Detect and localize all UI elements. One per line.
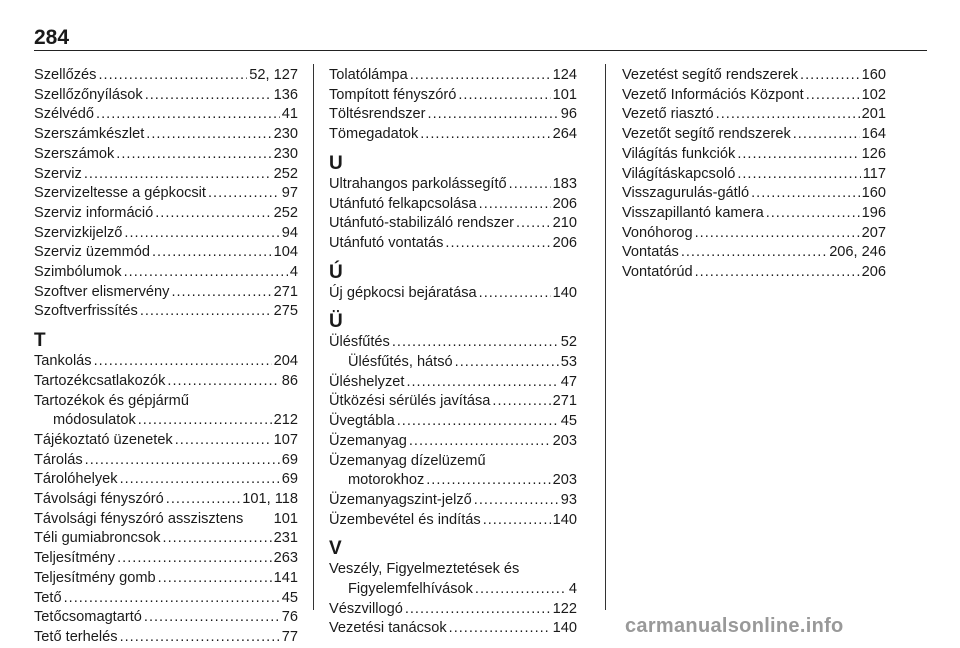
index-leader-dots bbox=[392, 333, 559, 353]
index-entry-pages: 47 bbox=[560, 373, 577, 390]
index-entry-pages: 52 bbox=[560, 334, 577, 351]
index-entry bbox=[34, 589, 298, 609]
index-entry-term-continuation: Figyelemfelhívások bbox=[348, 581, 473, 598]
index-entry-term: Távolsági fényszóró asszisztens bbox=[34, 510, 244, 527]
index-entry bbox=[34, 165, 298, 185]
index-entry-term: Vezetési tanácsok bbox=[329, 620, 447, 637]
index-entry-term: Üzemanyag bbox=[329, 432, 407, 449]
index-letter-heading: U bbox=[329, 152, 343, 174]
index-leader-dots bbox=[120, 628, 280, 648]
index-entry-pages: 122 bbox=[552, 600, 577, 617]
index-entry bbox=[34, 372, 298, 392]
index-entry bbox=[34, 204, 298, 224]
index-entry bbox=[329, 333, 577, 353]
index-entry bbox=[34, 184, 298, 204]
index-leader-dots bbox=[158, 569, 272, 589]
index-entry bbox=[329, 412, 577, 432]
index-leader-dots bbox=[167, 372, 279, 392]
index-leader-dots bbox=[449, 619, 551, 639]
index-entry bbox=[622, 66, 886, 86]
index-entry-pages: 201 bbox=[861, 106, 886, 123]
index-entry bbox=[34, 549, 298, 569]
page-number: 284 bbox=[34, 26, 70, 49]
index-entry bbox=[329, 214, 577, 234]
index-entry-term: Szerszámok bbox=[34, 145, 115, 162]
index-entry-term: Tolatólámpa bbox=[329, 67, 408, 83]
index-entry-term: Vezetést segítő rendszerek bbox=[622, 67, 799, 83]
index-entry-pages: 140 bbox=[552, 284, 577, 301]
index-entry bbox=[329, 580, 577, 600]
index-entry-term-continuation: módosulatok bbox=[53, 412, 136, 429]
index-entry-term: Veszély, Figyelmeztetések és bbox=[329, 561, 520, 578]
index-entry bbox=[329, 86, 577, 106]
index-leader-dots bbox=[208, 184, 280, 204]
index-leader-dots bbox=[716, 105, 860, 125]
index-entry-pages: 4 bbox=[289, 264, 298, 281]
index-leader-dots bbox=[681, 243, 827, 263]
index-entry-term: Üléshelyzet bbox=[329, 373, 405, 390]
index-entry-pages: 4 bbox=[568, 581, 577, 598]
index-leader-dots bbox=[800, 66, 860, 86]
index-leader-dots bbox=[428, 105, 559, 125]
index-entry bbox=[34, 243, 298, 263]
index-entry-pages: 264 bbox=[552, 126, 577, 143]
index-entry-pages: 45 bbox=[560, 413, 577, 430]
index-entry bbox=[329, 353, 577, 373]
index-entry-pages: 210 bbox=[552, 215, 577, 232]
index-entry-term: Tető bbox=[34, 589, 62, 606]
index-leader-dots bbox=[409, 432, 551, 452]
index-entry bbox=[329, 284, 577, 304]
index-entry-term: Szoftver elismervény bbox=[34, 283, 170, 300]
index-entry-term: Ülésfűtés, hátsó bbox=[348, 354, 453, 371]
index-leader-dots bbox=[124, 263, 288, 283]
index-leader-dots bbox=[475, 580, 567, 600]
index-entry-term: Üzemanyag dízelüzemű bbox=[329, 452, 486, 469]
index-entry bbox=[34, 105, 298, 125]
index-entry-term: Szervizeltesse a gépkocsit bbox=[34, 185, 206, 202]
index-entry bbox=[34, 263, 298, 283]
index-entry-term: Világítás funkciók bbox=[622, 145, 736, 162]
index-entry-pages: 93 bbox=[560, 491, 577, 508]
index-entry-pages: 96 bbox=[560, 106, 577, 123]
index-entry bbox=[34, 66, 298, 86]
index-column-3 bbox=[622, 66, 886, 283]
index-entry-pages: 117 bbox=[862, 165, 886, 182]
index-entry-term: Szoftverfrissítés bbox=[34, 303, 138, 320]
index-entry-term: Vezető riasztó bbox=[622, 106, 714, 123]
index-entry bbox=[34, 490, 298, 510]
index-entry-pages: 86 bbox=[281, 372, 298, 389]
index-entry-pages: 52, 127 bbox=[249, 67, 298, 83]
index-entry-term: Vontatás bbox=[622, 244, 679, 261]
index-entry bbox=[329, 195, 577, 215]
index-entry-term: Tartozékok és gépjármű bbox=[34, 392, 189, 409]
index-leader-dots bbox=[144, 608, 280, 628]
index-leader-dots bbox=[120, 470, 280, 490]
index-entry bbox=[34, 411, 298, 431]
index-entry-pages: 76 bbox=[281, 609, 298, 626]
index-entry-term: Üzemanyagszint-jelző bbox=[329, 491, 472, 508]
index-entry bbox=[34, 470, 298, 490]
index-entry-pages: 230 bbox=[273, 126, 298, 143]
index-leader-dots bbox=[695, 263, 860, 283]
index-entry-pages: 101 bbox=[552, 86, 577, 103]
index-leader-dots bbox=[410, 66, 551, 86]
index-entry bbox=[329, 175, 577, 195]
index-entry-term: Utánfutó-stabilizáló rendszer bbox=[329, 215, 514, 232]
index-entry-pages: 252 bbox=[273, 165, 298, 182]
index-entry bbox=[34, 224, 298, 244]
index-letter-heading: Ú bbox=[329, 261, 343, 283]
index-leader-dots bbox=[455, 353, 559, 373]
index-leader-dots bbox=[155, 204, 271, 224]
index-entry-pages: 206, 246 bbox=[829, 244, 886, 261]
index-entry-pages: 263 bbox=[273, 550, 298, 567]
index-leader-dots bbox=[64, 589, 280, 609]
index-entry bbox=[34, 608, 298, 628]
index-letter-heading: T bbox=[34, 330, 46, 352]
index-leader-dots bbox=[175, 431, 272, 451]
index-entry-term: Világításkapcsoló bbox=[622, 165, 736, 182]
index-entry bbox=[622, 125, 886, 145]
index-entry-pages: 275 bbox=[273, 303, 298, 320]
index-leader-dots bbox=[458, 86, 550, 106]
index-leader-dots bbox=[806, 86, 860, 106]
index-entry-term: Tető terhelés bbox=[34, 628, 118, 645]
index-entry-term-continuation: motorokhoz bbox=[348, 472, 425, 489]
header-rule bbox=[34, 50, 927, 51]
index-entry-term: Tankolás bbox=[34, 353, 92, 370]
index-entry bbox=[329, 125, 577, 145]
index-entry-term: Ütközési sérülés javítása bbox=[329, 393, 491, 410]
index-entry-pages: 77 bbox=[281, 628, 298, 645]
index-entry bbox=[34, 569, 298, 589]
index-leader-dots bbox=[793, 125, 860, 145]
index-entry-pages: 196 bbox=[861, 204, 886, 221]
index-entry-pages: 69 bbox=[281, 451, 298, 468]
index-entry-pages: 206 bbox=[552, 234, 577, 251]
index-entry bbox=[34, 86, 298, 106]
index-entry-pages: 45 bbox=[281, 589, 298, 606]
index-leader-dots bbox=[96, 105, 280, 125]
index-entry bbox=[329, 392, 577, 412]
index-entry bbox=[622, 263, 886, 283]
index-leader-dots bbox=[737, 145, 859, 165]
index-entry-pages: 41 bbox=[281, 106, 298, 123]
index-entry-term: Szerviz információ bbox=[34, 204, 154, 221]
index-entry bbox=[329, 105, 577, 125]
index-leader-dots bbox=[479, 195, 551, 215]
index-entry-term: Utánfutó felkapcsolása bbox=[329, 195, 477, 212]
index-entry-term: Szimbólumok bbox=[34, 264, 122, 281]
index-entry-pages: 141 bbox=[273, 569, 298, 586]
index-entry-term: Új gépkocsi bejáratása bbox=[329, 284, 477, 301]
index-entry-term: Szellőzés bbox=[34, 67, 97, 83]
index-entry bbox=[329, 619, 577, 639]
index-leader-dots bbox=[405, 600, 551, 620]
index-entry bbox=[329, 234, 577, 254]
column-divider-1 bbox=[313, 64, 314, 610]
index-entry-term: Téli gumiabroncsok bbox=[34, 530, 161, 547]
index-entry-pages: 140 bbox=[552, 620, 577, 637]
index-entry-term: Szerszámkészlet bbox=[34, 126, 145, 143]
index-entry bbox=[622, 105, 886, 125]
index-entry-pages: 271 bbox=[273, 283, 298, 300]
index-entry-pages: 203 bbox=[552, 472, 577, 489]
index-entry-term: Visszagurulás-gátló bbox=[622, 185, 750, 202]
index-entry-term: Tárolóhelyek bbox=[34, 471, 118, 488]
index-leader-dots bbox=[737, 165, 860, 185]
index-leader-dots bbox=[98, 66, 247, 86]
index-entry bbox=[34, 451, 298, 471]
index-entry bbox=[34, 302, 298, 322]
index-entry-pages: 69 bbox=[281, 471, 298, 488]
index-entry-term: Vezető Információs Központ bbox=[622, 86, 804, 103]
index-leader-dots bbox=[85, 451, 280, 471]
index-leader-dots bbox=[509, 175, 551, 195]
index-entry-pages: 94 bbox=[281, 224, 298, 241]
index-entry-term: Üvegtábla bbox=[329, 413, 395, 430]
index-leader-dots bbox=[445, 234, 550, 254]
index-entry-pages: 271 bbox=[552, 393, 577, 410]
index-entry-pages: 101 bbox=[273, 510, 298, 527]
index-entry-term: Visszapillantó kamera bbox=[622, 204, 764, 221]
index-entry bbox=[622, 224, 886, 244]
index-entry bbox=[34, 431, 298, 451]
index-leader-dots bbox=[152, 243, 272, 263]
index-entry-pages: 102 bbox=[861, 86, 886, 103]
index-entry-pages: 230 bbox=[273, 145, 298, 162]
index-leader-dots bbox=[94, 352, 272, 372]
index-entry-term: Tárolás bbox=[34, 451, 83, 468]
index-leader-dots bbox=[145, 86, 272, 106]
index-letter-heading: V bbox=[329, 538, 342, 560]
index-entry-pages: 126 bbox=[861, 145, 886, 162]
index-entry-pages: 101, 118 bbox=[242, 491, 298, 508]
index-entry bbox=[622, 165, 886, 185]
index-entry bbox=[34, 510, 298, 530]
index-entry bbox=[34, 125, 298, 145]
index-entry-term: Teljesítmény bbox=[34, 550, 116, 567]
index-entry-term: Tartozékcsatlakozók bbox=[34, 372, 166, 389]
index-entry bbox=[329, 471, 577, 491]
index-entry-pages: 231 bbox=[273, 530, 298, 547]
index-entry bbox=[622, 204, 886, 224]
index-entry-term: Teljesítmény gomb bbox=[34, 569, 156, 586]
index-entry-pages: 203 bbox=[552, 432, 577, 449]
index-entry-term: Vonóhorog bbox=[622, 224, 693, 241]
index-entry-pages: 206 bbox=[552, 195, 577, 212]
index-entry-pages: 164 bbox=[861, 126, 886, 143]
index-entry-term: Szélvédő bbox=[34, 106, 95, 123]
index-entry-pages: 207 bbox=[861, 224, 886, 241]
index-entry-term: Töltésrendszer bbox=[329, 106, 426, 123]
index-leader-dots bbox=[406, 373, 558, 393]
index-entry bbox=[34, 145, 298, 165]
index-leader-dots bbox=[695, 224, 860, 244]
index-leader-dots bbox=[483, 511, 551, 531]
index-letter-heading: Ü bbox=[329, 311, 343, 333]
index-entry-pages: 252 bbox=[273, 204, 298, 221]
index-entry bbox=[329, 66, 577, 86]
index-entry-pages: 183 bbox=[552, 175, 577, 192]
index-entry bbox=[329, 511, 577, 531]
index-leader-dots bbox=[146, 125, 271, 145]
index-entry bbox=[34, 628, 298, 648]
index-entry-pages: 160 bbox=[861, 67, 886, 83]
index-leader-dots bbox=[166, 490, 240, 510]
index-entry-pages: 206 bbox=[861, 264, 886, 281]
index-entry-term: Ülésfűtés bbox=[329, 334, 390, 351]
index-column-1 bbox=[34, 66, 298, 648]
index-entry-term: Tömegadatok bbox=[329, 126, 419, 143]
index-entry-pages: 97 bbox=[281, 185, 298, 202]
index-leader-dots bbox=[492, 392, 550, 412]
index-entry-term: Üzembevétel és indítás bbox=[329, 511, 481, 528]
index-entry bbox=[329, 373, 577, 393]
index-leader-dots bbox=[163, 529, 272, 549]
index-entry bbox=[622, 145, 886, 165]
index-entry-term: Szellőzőnyílások bbox=[34, 86, 143, 103]
index-entry bbox=[329, 491, 577, 511]
index-entry-term: Tájékoztató üzenetek bbox=[34, 431, 173, 448]
index-leader-dots bbox=[116, 145, 271, 165]
index-entry-pages: 104 bbox=[273, 244, 298, 261]
index-leader-dots bbox=[84, 165, 272, 185]
index-entry-pages: 140 bbox=[552, 511, 577, 528]
index-entry-term: Vontatórúd bbox=[622, 264, 693, 281]
index-entry-pages: 204 bbox=[273, 353, 298, 370]
index-entry-term: Ultrahangos parkolássegítő bbox=[329, 175, 507, 192]
index-leader-dots bbox=[124, 224, 279, 244]
index-entry-term: Szerviz üzemmód bbox=[34, 244, 150, 261]
index-leader-dots bbox=[397, 412, 559, 432]
index-leader-dots bbox=[474, 491, 559, 511]
index-leader-dots bbox=[516, 214, 551, 234]
index-leader-dots bbox=[766, 204, 860, 224]
index-leader-dots bbox=[140, 302, 272, 322]
index-entry-pages: 53 bbox=[560, 354, 577, 371]
index-entry-pages: 212 bbox=[273, 412, 298, 429]
index-entry-term: Vezetőt segítő rendszerek bbox=[622, 126, 791, 143]
index-entry bbox=[622, 184, 886, 204]
index-entry-term: Távolsági fényszóró bbox=[34, 491, 164, 508]
index-entry bbox=[34, 529, 298, 549]
index-entry-pages: 107 bbox=[273, 431, 298, 448]
index-leader-dots bbox=[479, 284, 551, 304]
index-entry-term: Szerviz bbox=[34, 165, 82, 182]
index-entry-pages: 136 bbox=[273, 86, 298, 103]
watermark: carmanualsonline.info bbox=[625, 615, 844, 637]
index-entry-pages: 124 bbox=[552, 67, 577, 83]
index-entry bbox=[34, 283, 298, 303]
index-entry bbox=[622, 86, 886, 106]
index-entry-term: Szervizkijelző bbox=[34, 224, 123, 241]
index-entry bbox=[34, 352, 298, 372]
column-divider-2 bbox=[605, 64, 606, 610]
index-entry-term: Tompított fényszóró bbox=[329, 86, 457, 103]
index-entry-pages: 160 bbox=[861, 185, 886, 202]
index-leader-dots bbox=[751, 184, 860, 204]
index-entry bbox=[329, 432, 577, 452]
index-leader-dots bbox=[138, 411, 272, 431]
index-column-2 bbox=[329, 66, 577, 639]
index-entry-term: Utánfutó vontatás bbox=[329, 234, 444, 251]
index-entry bbox=[622, 243, 886, 263]
index-leader-dots bbox=[117, 549, 272, 569]
index-entry-term: Tetőcsomagtartó bbox=[34, 609, 142, 626]
index-leader-dots bbox=[426, 471, 550, 491]
index-leader-dots bbox=[171, 283, 271, 303]
index-entry-term: Vészvillogó bbox=[329, 600, 403, 617]
index-entry bbox=[329, 600, 577, 620]
index-leader-dots bbox=[420, 125, 550, 145]
